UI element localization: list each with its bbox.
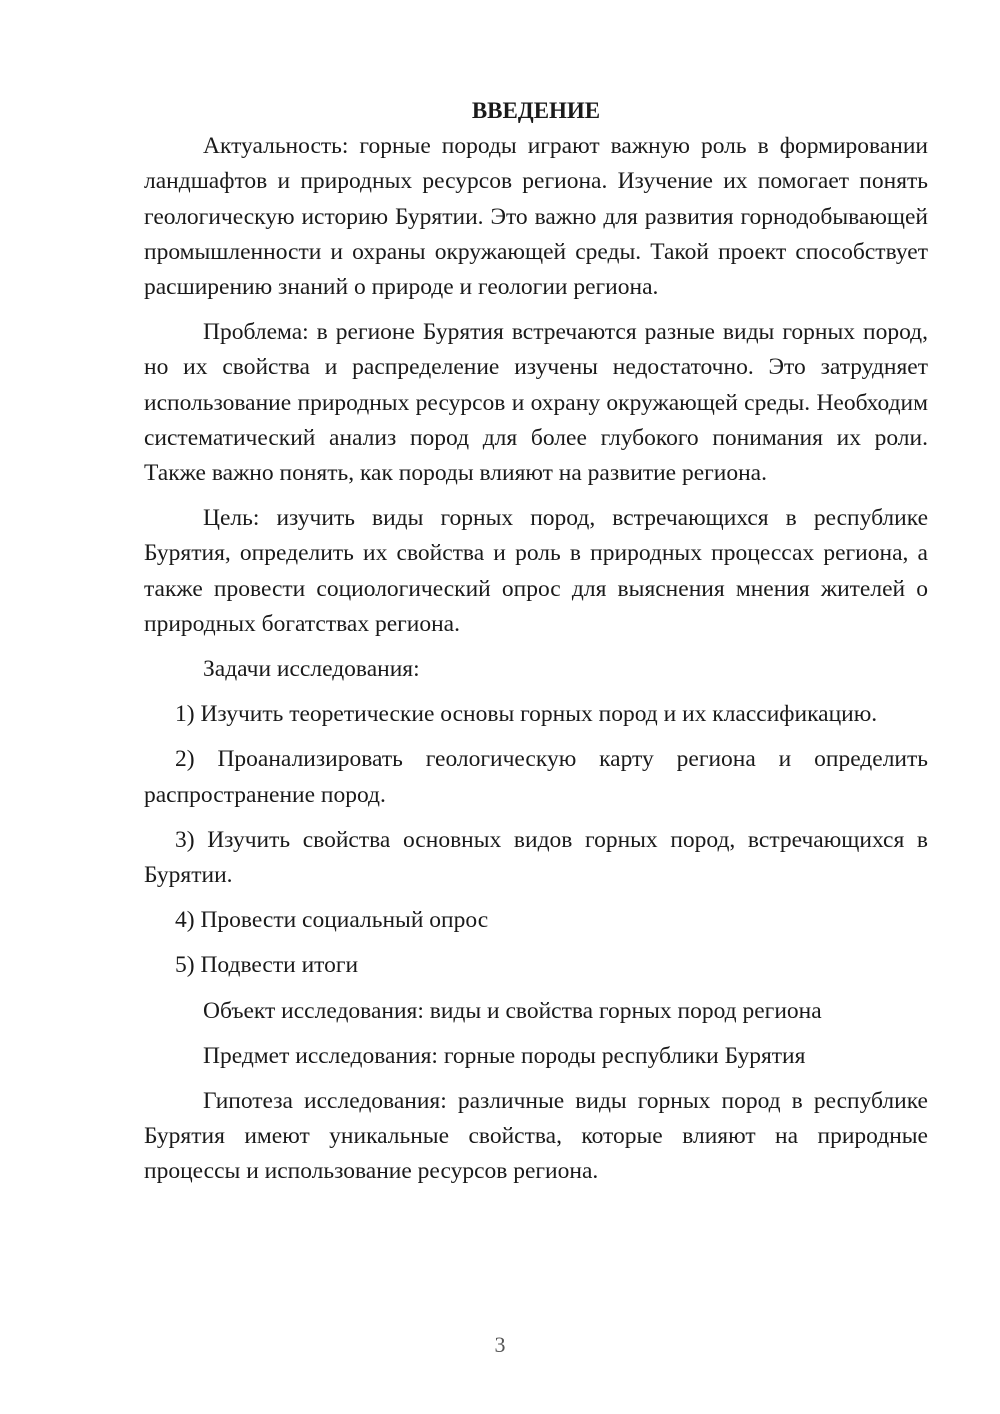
subject-paragraph: Предмет исследования: горные породы республики Бурятия bbox=[203, 1042, 806, 1069]
hypothesis-paragraph: Гипотеза исследования: различные виды горных пород в республике Бурятия имеют уникальные свойства, которые влияют на природные процессы и использование ресурсов региона. bbox=[144, 1088, 928, 1185]
relevance-paragraph: Актуальность: горные породы играют важную роль в формировании ландшафтов и природных ресурсов региона. Изучение их помогает понять геологическую историю Бурятии. Это важно для развития горнодобывающей промышленности и охраны окружающей среды. Такой проект способствует расширению знаний о природе и геологии региона. bbox=[144, 133, 928, 301]
task-item: 1) Изучить теоретические основы горных пород и их классификацию. bbox=[175, 701, 878, 728]
section-title: ВВЕДЕНИЕ bbox=[471, 98, 601, 123]
page-number: 3 bbox=[494, 1332, 506, 1357]
task-item: 3) Изучить свойства основных видов горных пород, встречающихся в Бурятии. bbox=[144, 826, 928, 889]
object-paragraph: Объект исследования: виды и свойства горных пород региона bbox=[203, 997, 822, 1024]
goal-paragraph: Цель: изучить виды горных пород, встречающихся в республике Бурятия, определить их свойства и роль в природных процессах региона, а также провести социологический опрос для выяснения мнения жителей о природных богатствах региона. bbox=[144, 505, 928, 637]
task-item: 2) Проанализировать геологическую карту региона и определить распространение пород. bbox=[144, 746, 928, 808]
task-item: 4) Провести социальный опрос bbox=[175, 907, 489, 934]
problem-paragraph: Проблема: в регионе Бурятия встречаются разные виды горных пород, но их свойства и распределение изучены недостаточно. Это затрудняет использование природных ресурсов и охрану окружающей среды. Необходим систематический анализ пород для более глубокого понимания их роли. Также важно понять, как породы влияют на развитие региона. bbox=[144, 319, 928, 487]
task-item: 5) Подвести итоги bbox=[175, 952, 359, 979]
document-page bbox=[144, 93, 928, 1200]
tasks-heading: Задачи исследования: bbox=[203, 656, 420, 683]
